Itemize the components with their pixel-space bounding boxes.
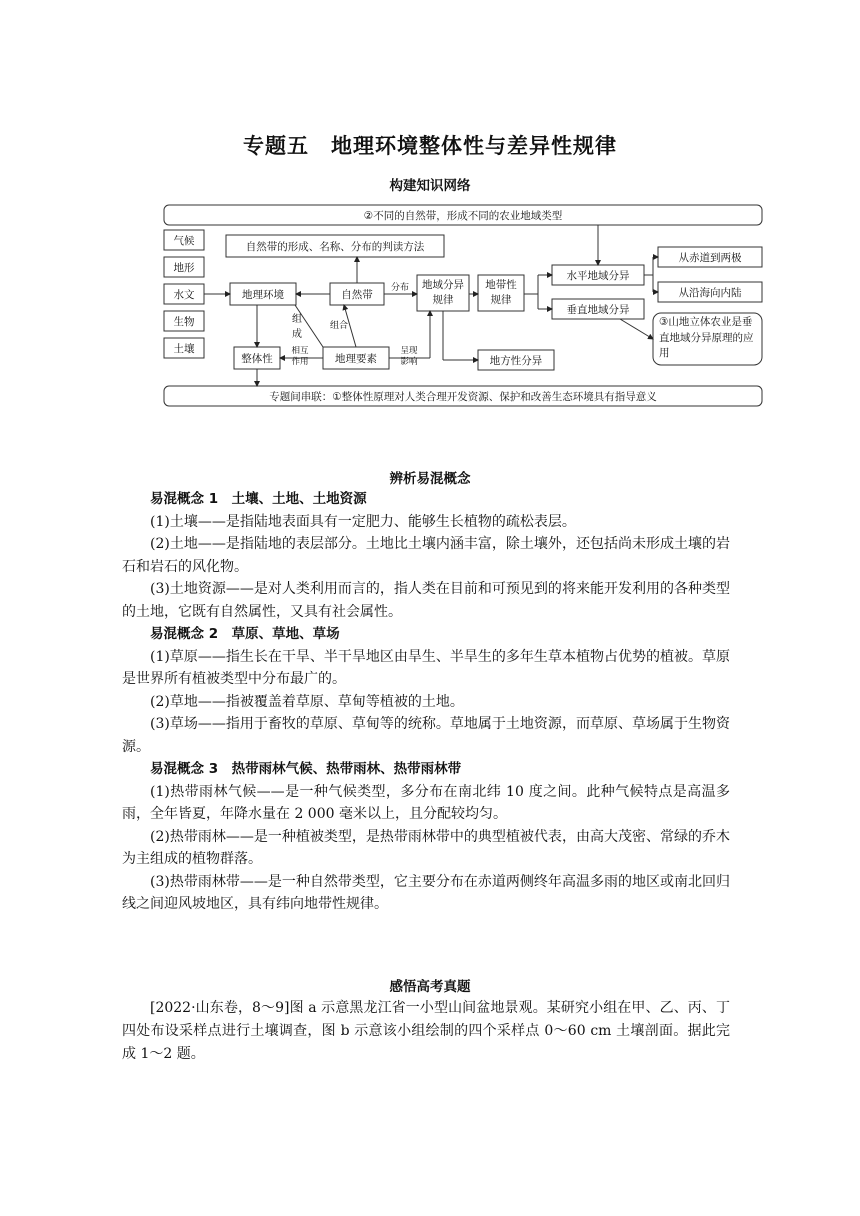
top-bar-text: ②不同的自然带，形成不同的农业地域类型	[363, 210, 563, 222]
combine-label: 组合	[330, 321, 349, 331]
factor-biology: 生物	[173, 316, 195, 328]
concept-2-item: (2)草地——指被覆盖着草原、草甸等植被的土地。	[150, 693, 464, 710]
regional-diff-box: 地域分异规律	[422, 279, 464, 306]
factor-landform: 地形	[173, 262, 195, 274]
mountain-box: ③山地立体农业是垂直地域分异原理的应用	[659, 316, 754, 359]
exam-intro	[122, 997, 730, 1066]
concept-1-item: (3)土地资源——是对人类利用而言的，指人类在目前和可预见到的将来能开发利用的各种类型的土地，它既有自然属性，又具有社会属性。	[122, 581, 730, 620]
present-label: 呈现影响	[400, 346, 418, 367]
section-concepts-heading: 辨析易混概念	[389, 471, 471, 487]
geo-env-box: 地理环境	[242, 289, 284, 301]
knowledge-network-diagram	[160, 198, 766, 410]
concept-3-item: (1)热带雨林气候——是一种气候类型，多分布在南北纬 10 度之间。此种气候特点是高温多雨，全年皆夏，年降水量在 2 000 毫米以上，且分配较均匀。	[122, 783, 730, 822]
concept-2-heading: 易混概念 2 草原、草地、草场	[150, 626, 340, 642]
section-exam-heading: 感悟高考真题	[389, 979, 471, 995]
elements-box: 地理要素	[335, 353, 377, 365]
concept-1-item: (1)土壤——是指陆地表面具有一定肥力、能够生长植物的疏松表层。	[150, 513, 576, 530]
concept-2-item: (1)草原——指生长在干旱、半干旱地区由旱生、半旱生的多年生草本植物占优势的植被。草原是世界所有植被类型中分布最广的。	[122, 648, 730, 687]
factor-hydrology: 水文	[173, 289, 195, 301]
zonal-box: 地带性规律	[485, 279, 517, 306]
integrity-box: 整体性	[241, 353, 273, 365]
coast-inland-box: 从沿海向内陆	[678, 287, 742, 299]
horizontal-box: 水平地域分异	[566, 270, 630, 282]
concept-3-item: (2)热带雨林——是一种植被类型，是热带雨林带中的典型植被代表，由高大茂密、常绿的乔木为主组成的植物群落。	[122, 828, 730, 867]
section-network-heading: 构建知识网络	[389, 178, 471, 194]
compose-label: 组成	[292, 314, 302, 340]
exam-text: [2022·山东卷，8～9]图 a 示意黑龙江省一小型山间盆地景观。某研究小组在甲、乙、丙、丁四处布设采样点进行土壤调查，图 b 示意该小组绘制的四个采样点 0～60 cm 土壤剖面。据此完成 1～2 题。	[122, 1000, 730, 1062]
distribution-label: 分布	[390, 283, 410, 293]
factor-soil: 土壤	[173, 343, 195, 355]
interact-label: 相互作用	[291, 346, 309, 367]
page-title: 专题五 地理环境整体性与差异性规律	[243, 134, 617, 158]
judgement-box: 自然带的形成、名称、分布的判读方法	[245, 241, 425, 253]
vertical-box: 垂直地域分异	[566, 304, 630, 316]
eq-pole-box: 从赤道到两极	[678, 252, 742, 264]
concepts-body	[122, 488, 730, 916]
concept-1-heading: 易混概念 1 土壤、土地、土地资源	[150, 491, 367, 507]
concept-1-item: (2)土地——是指陆地的表层部分。土地比土壤内涵丰富，除土壤外，还包括尚未形成土壤的岩石和岩石的风化物。	[122, 536, 730, 575]
concept-3-heading: 易混概念 3 热带雨林气候、热带雨林、热带雨林带	[150, 761, 462, 777]
factor-climate: 气候	[173, 235, 195, 247]
bottom-bar-text: 专题间串联：①整体性原理对人类合理开发资源、保护和改善生态环境具有指导意义	[269, 391, 657, 403]
local-box: 地方性分异	[489, 355, 543, 367]
natural-zone-box: 自然带	[341, 289, 373, 301]
concept-3-item: (3)热带雨林带——是一种自然带类型，它主要分布在赤道两侧终年高温多雨的地区或南北回归线之间迎风坡地区，具有纬向地带性规律。	[122, 873, 730, 912]
concept-2-item: (3)草场——指用于畜牧的草原、草甸等的统称。草地属于土地资源，而草原、草场属于生物资源。	[122, 716, 730, 755]
